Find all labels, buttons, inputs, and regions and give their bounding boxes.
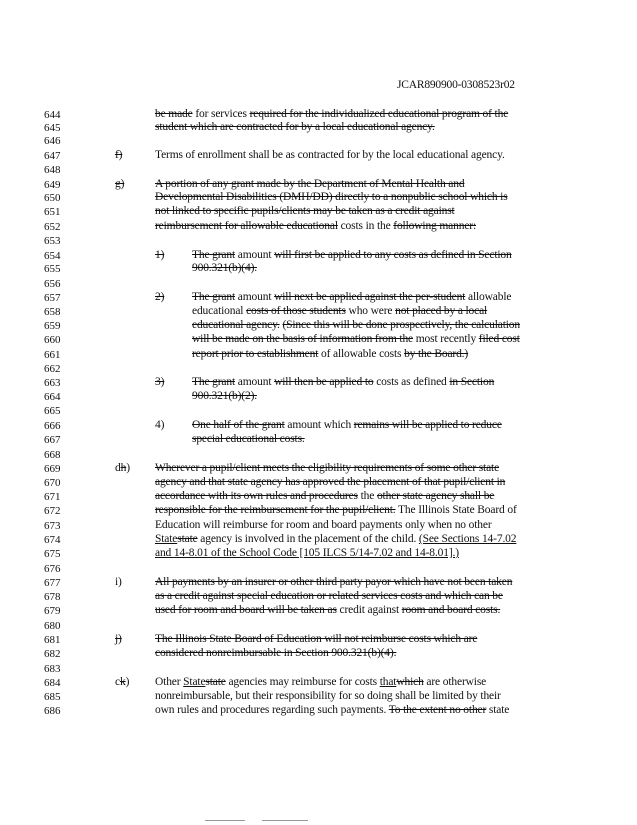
text-run: are otherwise [423,676,487,688]
text-run: d [115,462,121,474]
deleted-text: will first be applied to any costs as defined in Section [274,249,512,261]
line-number: 648 [44,164,61,176]
deleted-text: The Illinois State Board of Education will not reimburse costs which are [155,633,478,645]
item-j-label [115,633,122,646]
line-number: 661 [44,349,61,361]
text-run: costs in the [337,220,394,232]
deleted-text: 1) [155,249,165,261]
deleted-text: room and board costs. [401,604,501,616]
line-number: 685 [44,691,61,703]
text-run: who were [345,305,396,317]
text-run: nonreimbursable, but their responsibility for so doing shall be limited by their [155,690,501,702]
text-run: amount which [284,419,354,431]
item-k-label [115,676,129,689]
body-line-684 [155,676,486,689]
body-line-675 [155,547,459,560]
line-number: 671 [44,491,61,503]
deleted-text: 3) [155,376,165,388]
line-number: 651 [44,206,61,218]
deleted-text: by the Board.) [404,348,469,360]
deleted-text: To the extent no other [388,704,487,716]
body-line-667 [192,433,305,446]
footer-mark [262,820,308,821]
item-h-label [115,462,130,475]
line-number: 649 [44,179,61,191]
line-number: 683 [44,663,61,675]
deleted-text: One half of the grant [192,419,285,431]
body-line-647 [155,149,505,162]
deleted-text: 900.321(b)(2). [192,390,257,402]
inserted-text: 14-8.01 of the School Code [105 ILCS 5/14-7.02 and 14-8.01].) [173,547,459,559]
text-run: amount [235,249,275,261]
deleted-text: The grant [192,249,236,261]
body-line-670 [155,476,505,489]
line-number: 672 [44,505,61,517]
text-run: the [357,490,377,502]
text-run: Terms of enrollment shall be as contracted for by the local educational agency. [155,149,505,161]
line-number: 659 [44,320,61,332]
line-number: 673 [44,520,61,532]
item-g3-label [155,376,164,389]
body-line-686 [155,704,509,717]
line-number: 669 [44,463,61,475]
inserted-text: State [183,676,206,688]
deleted-text: will then be applied to [274,376,374,388]
text-run: state [486,704,510,716]
body-line-661 [192,348,468,361]
line-number: 653 [44,235,61,247]
body-line-671 [155,490,494,503]
item-i-label [115,576,122,589]
line-number: 660 [44,334,61,346]
deleted-text: responsible for the reimbursement for the pupil/client. [155,504,396,516]
body-line-645 [155,121,435,134]
item-g2-label [155,291,164,304]
inserted-text: and [155,547,174,559]
line-number: 662 [44,363,61,375]
deleted-text: f) [115,149,123,161]
body-line-669 [155,462,499,475]
body-line-652 [155,220,476,233]
body-line-681 [155,633,477,646]
deleted-text: accordance with its own rules and procedures [155,490,358,502]
body-line-651 [155,205,455,218]
line-number: 680 [44,620,61,632]
text-run: for services [192,108,250,120]
line-number: 677 [44,577,61,589]
deleted-text: h [120,462,127,474]
deleted-text: required for the individualized educational program of the [249,108,509,120]
text-run: educational [192,305,247,317]
body-line-650 [155,191,508,204]
body-line-663 [192,376,494,389]
line-number: 656 [44,278,61,290]
line-number: 646 [44,135,61,147]
body-line-655 [192,262,257,275]
deleted-text: report prior to establishment [192,348,319,360]
text-run: own rules and procedures regarding such payments. [155,704,389,716]
text-run: amount [235,291,275,303]
text-run: The Illinois State Board of [395,504,517,516]
line-number: 657 [44,292,61,304]
line-number: 644 [44,109,61,121]
item-g1-label [155,249,164,262]
deleted-text: state [205,676,226,688]
deleted-text: (Since this will be done prospectively, the calculation [282,319,520,331]
body-line-677 [155,576,512,589]
deleted-text: other state agency shall be [376,490,495,502]
line-number: 675 [44,548,61,560]
deleted-text: j) [115,633,122,645]
body-line-658 [192,305,487,318]
body-line-644 [155,108,508,121]
deleted-text: The grant [192,291,236,303]
line-number: 670 [44,477,61,489]
deleted-text: remains will be applied to reduce [353,419,502,431]
line-number: 681 [44,634,61,646]
text-run: i) [115,576,122,588]
item-g-label [115,178,124,191]
line-number: 647 [44,150,61,162]
line-number: 684 [44,677,61,689]
deleted-text: state [177,533,198,545]
line-number: 682 [44,648,61,660]
deleted-text: which [396,676,424,688]
body-line-672 [155,504,517,517]
body-line-649 [155,178,464,191]
body-line-678 [155,590,503,603]
deleted-text: g) [115,178,125,190]
body-line-664 [192,390,257,403]
document-id: JCAR890900-0308523r02 [397,79,515,91]
line-number: 664 [44,391,61,403]
deleted-text: will be made on the basis of information from the [192,333,413,345]
deleted-text: special educational costs. [192,433,305,445]
footer-mark [205,820,245,821]
deleted-text: Developmental Disabilities (DMH/DD) directly to a nonpublic school which is [155,191,508,203]
text-run: of allowable costs [318,348,405,360]
deleted-text: in Section [449,376,495,388]
deleted-text: not linked to specific pupils/clients may be taken as a credit against [155,205,455,217]
text-run: costs as defined [373,376,450,388]
inserted-text: State [155,533,178,545]
text-run: amount [235,376,275,388]
line-number: 658 [44,306,61,318]
body-line-682 [155,647,396,660]
deleted-text: All payments by an insurer or other third party payor which have not been taken [155,576,513,588]
body-line-666 [192,419,502,432]
text-run: credit against [336,604,402,616]
deleted-text: A portion of any grant made by the Department of Mental Health and [155,178,465,190]
deleted-text: k [119,676,126,688]
text-run: agencies may reimburse for costs [225,676,380,688]
text-run: 4) [155,419,165,431]
body-line-654 [192,249,512,262]
line-number: 678 [44,591,61,603]
deleted-text: The grant [192,376,236,388]
deleted-text: be made [155,108,193,120]
line-number: 645 [44,122,61,134]
deleted-text: Wherever a pupil/client meets the eligibility requirements of some other state [155,462,500,474]
item-g4-label [155,419,164,432]
deleted-text: reimbursement for allowable educational [155,220,338,232]
inserted-text: that [379,676,397,688]
deleted-text: filed cost [478,333,520,345]
line-number: 650 [44,192,61,204]
deleted-text: not placed by a local [395,305,488,317]
body-line-674 [155,533,516,546]
deleted-text: student which are contracted for by a local educational agency. [155,121,435,133]
line-number: 663 [44,377,61,389]
inserted-text: (See Sections 14-7.02 [418,533,517,545]
item-f-label [115,149,122,162]
line-number: 667 [44,434,61,446]
deleted-text: following manner: [393,220,477,232]
line-number: 655 [44,263,61,275]
deleted-text: considered nonreimbursable in Section 900.321(b)(4). [155,647,397,659]
text-run: agency is involved in the placement of the child. [197,533,419,545]
deleted-text: will next be applied against the per-student [274,291,466,303]
deleted-text: costs of those students [246,305,346,317]
line-number: 652 [44,221,61,233]
text-run: ) [126,462,130,474]
text-run: ) [125,676,130,688]
line-number: 686 [44,705,61,717]
body-line-685 [155,690,501,703]
deleted-text: 900.321(b)(4). [192,262,257,274]
line-number: 654 [44,250,61,262]
line-number: 676 [44,563,61,575]
body-line-657 [192,291,511,304]
deleted-text: educational agency. [192,319,280,331]
line-number: 666 [44,420,61,432]
body-line-659 [192,319,520,332]
text-run: allowable [465,291,512,303]
deleted-text: agency and that state agency has approved the placement of that pupil/client in [155,476,506,488]
deleted-text: used for room and board will be taken as [155,604,337,616]
line-number: 668 [44,449,61,461]
text-run: most recently [413,333,479,345]
line-number: 665 [44,405,61,417]
deleted-text: as a credit against special education or related services costs and which can be [155,590,503,602]
body-line-673 [155,519,492,532]
text-run: Other [155,676,184,688]
text-run: Education will reimburse for room and board payments only when no other [155,519,492,531]
line-number: 679 [44,605,61,617]
body-line-679 [155,604,500,617]
body-line-660 [192,333,520,346]
text-run: c [115,676,120,688]
line-number: 674 [44,534,61,546]
deleted-text: 2) [155,291,165,303]
